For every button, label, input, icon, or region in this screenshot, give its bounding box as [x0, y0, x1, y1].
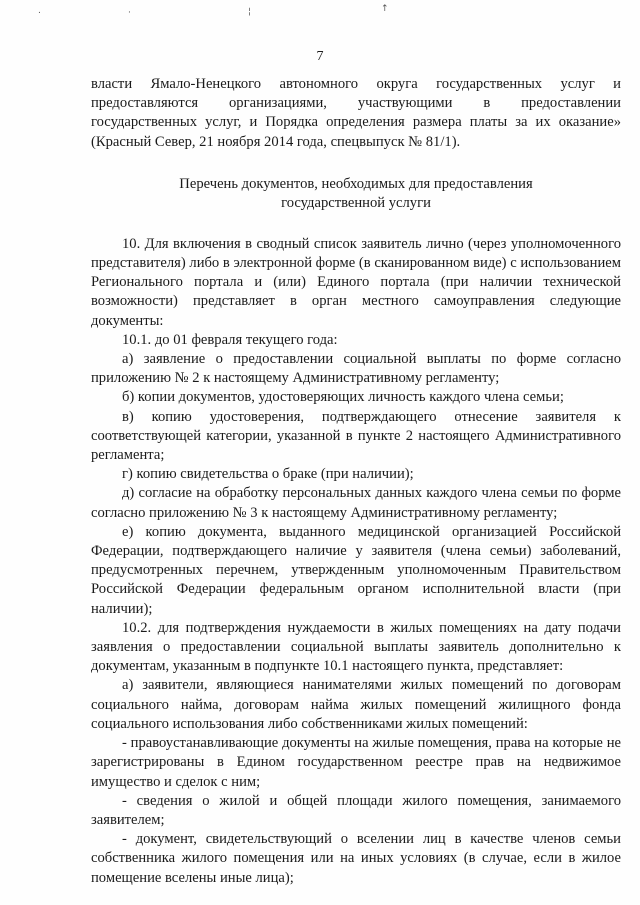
list-item-a-2: а) заявители, являющиеся нанимателями жилых помещений по договорам социального найма, договорам найма жилых помещений жилищного фонда социального использования либо собственниками жилых помещений:	[91, 677, 621, 732]
scan-mark: .	[38, 6, 41, 16]
dash-item: - документ, свидетельствующий о вселении лиц в качестве членов семьи собственника жилого помещения или на иных условиях (в случае, если в жилое помещение вселены иные лица);	[91, 831, 621, 886]
document-body	[91, 75, 621, 888]
list-item-g: г) копию свидетельства о браке (при наличии);	[122, 466, 414, 483]
dash-item: - правоустанавливающие документы на жилые помещения, права на которые не зарегистрированы в Едином государственном реестре прав на недвижимое имущество и сделок с ним;	[91, 735, 621, 790]
dash-item: - сведения о жилой и общей площади жилого помещения, занимаемого заявителем;	[91, 792, 621, 828]
list-item-d: д) согласие на обработку персональных данных каждого члена семьи по форме согласно приложению № 3 к настоящему Административному регламенту;	[91, 485, 621, 521]
scan-mark: ·	[128, 8, 131, 18]
intro-paragraph: власти Ямало-Ненецкого автономного округа государственных услуг и предоставляются организациями, участвующими в предоставлении государственных услуг, и Порядка определения размера платы за их оказание» (Красный Север, 21 ноября 2014 года, спецвыпуск № 81/1).	[91, 76, 621, 150]
page-number: 7	[316, 49, 324, 64]
section-heading	[91, 175, 621, 213]
scan-mark: ¦	[248, 7, 252, 17]
paragraph-10-1: 10.1. до 01 февраля текущего года:	[122, 331, 338, 348]
paragraph-10: 10. Для включения в сводный список заявитель лично (через уполномоченного представителя) либо в электронной форме (в сканированном виде) с использованием Регионального портала и (или) Единого портала (при наличии технической возможности) представляет в орган местного самоуправления следующие документы:	[91, 235, 621, 329]
heading-line: Перечень документов, необходимых для предоставления	[179, 175, 533, 192]
list-item-a: а) заявление о предоставлении социальной выплаты по форме согласно приложению № 2 к настоящему Административному регламенту;	[91, 351, 621, 387]
scan-mark: ↑	[381, 4, 389, 14]
list-item-b: б) копии документов, удостоверяющих личность каждого члена семьи;	[122, 389, 564, 406]
list-item-v: в) копию удостоверения, подтверждающего отнесение заявителя к соответствующей категории, указанной в пункте 2 настоящего Административного регламента;	[91, 408, 621, 464]
list-item-e: е) копию документа, выданного медицинской организацией Российской Федерации, подтверждающего наличие у заявителя (члена семьи) заболеваний, предусмотренных перечнем, утвержденным уполномоченным Правительством Российской Федерации федеральным органом исполнительной власти (при наличии);	[91, 523, 621, 617]
heading-line: государственной услуги	[281, 194, 431, 211]
paragraph-10-2: 10.2. для подтверждения нуждаемости в жилых помещениях на дату подачи заявления о предоставлении социальной выплаты заявитель дополнительно к документам, указанным в подпункте 10.1 настоящего пункта, представляет:	[91, 619, 621, 675]
